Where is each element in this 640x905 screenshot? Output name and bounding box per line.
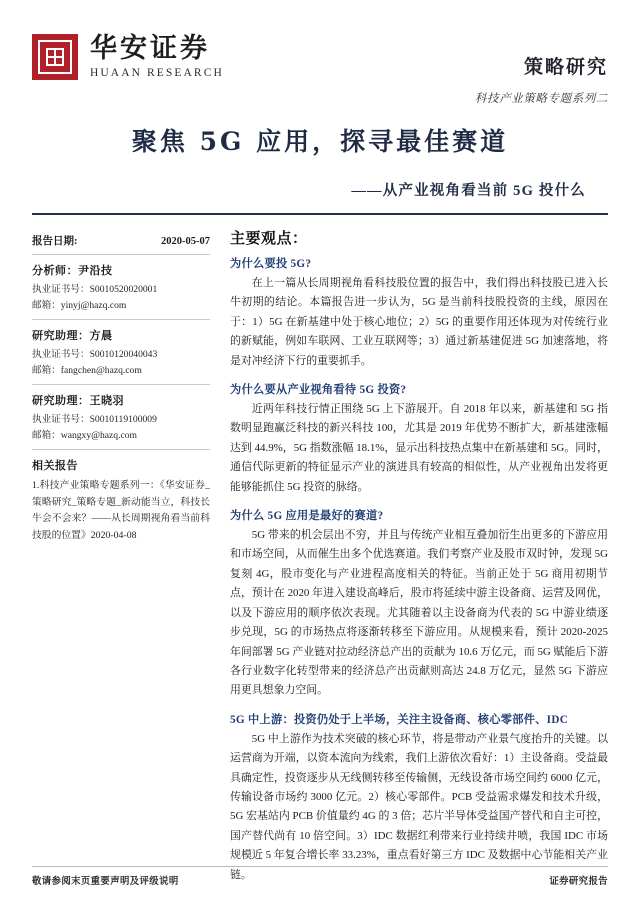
assistant-2-email-value[interactable]: wangxy@hazq.com — [60, 429, 138, 441]
section-body-industry-perspective: 近两年科技行情正围绕 5G 上下游展开。自 2018 年以来，新基建和 5G 指数明显跑赢泛科技的新兴科技 100，尤其是 2019 年优势不断扩大，新基建涨幅达到 44.9%，5G 指数涨幅 18.1%，显示出科技热点集中在新基建和 5G。同时，通信代际更新的特征显示产业的演进具有较高的相似性，从产业视角出发将更能够能抓住 5G 投资的脉络。 — [230, 403, 608, 493]
masthead-right — [475, 34, 608, 106]
sidebar-divider-2 — [32, 319, 210, 320]
footer-doc-type: 证券研究报告 — [549, 877, 608, 887]
analyst-email-label: 邮箱： — [32, 299, 61, 311]
brand-name-en: HUAAN RESEARCH — [90, 66, 224, 79]
assistant-1-email — [32, 363, 210, 379]
sidebar-divider-1 — [32, 254, 210, 255]
analyst-license-label: 执业证书号： — [32, 284, 90, 295]
related-report-item[interactable]: 1.科技产业策略专题系列一：《华安证券_策略研究_策略专题_新动能当立，科技长牛会不会来？——从长周期视角看当前科技股的位置》2020-04-08 — [32, 480, 210, 541]
brand-block — [32, 34, 224, 80]
assistant-2-email-label: 邮箱： — [32, 429, 61, 441]
assistant-1-license — [32, 347, 210, 363]
footer-disclaimer: 敬请参阅末页重要声明及评级说明 — [32, 877, 179, 887]
series-label: 科技产业策略专题系列二 — [474, 93, 608, 105]
assistant-2-license-label: 执业证书号： — [32, 414, 90, 426]
masthead — [32, 0, 608, 105]
report-date-label: 报告日期: — [32, 236, 78, 247]
section-heading-industry-perspective: 为什么要从产业视角看待 5G 投资? — [230, 384, 407, 397]
report-date-value: 2020-05-07 — [161, 236, 210, 247]
related-reports-heading: 相关报告 — [32, 460, 78, 473]
section-heading-best-track: 为什么 5G 应用是最好的赛道? — [230, 510, 384, 523]
footer-row — [32, 873, 608, 887]
analyst-license — [32, 282, 210, 298]
section-body-upstream: 5G 中上游作为技术突破的核心环节，将是带动产业景气度抬升的关键。以运营商为开端，以资本流向为线索，我们上游依次看好：1）主设备商。受益最具确定性，投资逐步从无线侧转移至传输侧，无线设备市场空间约 6000 亿元，传输设备市场约 3000 亿元。2）核心零部件。PCB 受益需求爆发和技术升级，5G 宏基站内 PCB 价值量约 4G 的 3 倍；芯片半导体受益国产替代和自主可控，国产替代尚有 10 倍空间。3）IDC 数据红利带来行业持续井喷，我国 IDC 市场规模近 5 年复合增长率 33.23%，重点看好第三方 IDC 及数据中心节能相关产业链。 — [230, 732, 608, 881]
assistant-2-email — [32, 428, 210, 444]
main-points-heading: 主要观点： — [230, 229, 308, 247]
assistant-2-license — [32, 412, 210, 428]
page-subtitle: ——从产业视角看当前 5G 投什么 — [351, 183, 586, 199]
assistant-1-name: 研究助理：方晨 — [32, 330, 113, 343]
analyst-email-value[interactable]: yinyj@hazq.com — [60, 299, 127, 311]
section-body-why-invest-5g: 在上一篇从长周期视角看科技股位置的报告中，我们得出科技股已进入长牛初期的结论。本篇报告进一步认为，5G 是当前科技股投资的主线，原因在于：1）5G 在新基建中处于核心地位；2）5G 的重要作用还体现为对传统行业的新赋能，例如车联网、工业互联网等；3）通过新基建促进 5G 加速落地，将是对冲经济下行的重要抓手。 — [230, 277, 608, 367]
assistant-1-block — [32, 327, 210, 378]
assistant-1-license-value: S0010120040043 — [89, 349, 158, 361]
sidebar-divider-4 — [32, 449, 210, 450]
content-columns — [32, 215, 608, 893]
assistant-2-block — [32, 392, 210, 443]
analyst-block — [32, 262, 210, 313]
title-block — [32, 96, 608, 200]
sidebar — [32, 227, 210, 893]
sidebar-divider-3 — [32, 384, 210, 385]
analyst-name: 分析师：尹沿技 — [32, 265, 113, 277]
section-body-best-track: 5G 带来的机会层出不穷，并且与传统产业相互叠加衍生出更多的下游应用和市场空间，从而催生出多个优选赛道。我们考察产业及股市双时钟，发现 5G 复刻 4G，股市变化与产业进程高度相关的特征。当前正处于 5G 商用初期节点，预计在 2020 年进入建设高峰后，股市将延续中游主设备商、运营及网优，以及下游应用的顺序依次表现。尤其随着以主设备商为代表的 5G 中游业绩逐步兑现，5G 的市场热点将逐渐转移至下游应用。从规模来看，预计 2020-2025 年间部署 5G 产业链对拉动经济总产出的贡献为 10.6 万亿元，而 5G 赋能后下游各行业数字化转型带来的经济总产出贡献则高达 24.8 万亿元，显然 5G 下游应用更具想象力空间。 — [230, 529, 608, 697]
page-title: 聚焦 5G 应用，探寻最佳赛道 — [131, 127, 509, 156]
analyst-email — [32, 298, 210, 314]
report-date-row — [32, 227, 210, 253]
assistant-1-license-label: 执业证书号： — [32, 349, 90, 361]
main-content — [230, 227, 608, 893]
brand-text — [90, 32, 224, 80]
analyst-license-value: S0010520020001 — [89, 284, 158, 295]
brand-name-cn: 华安证券 — [90, 32, 210, 64]
assistant-2-name: 研究助理：王晓羽 — [32, 395, 124, 408]
footer-divider — [32, 866, 608, 867]
assistant-1-email-label: 邮箱： — [32, 364, 61, 376]
assistant-2-license-value: S0010119100009 — [89, 414, 157, 426]
section-heading-upstream: 5G 中上游：投资仍处于上半场，关注主设备商、核心零部件、IDC — [230, 713, 569, 726]
assistant-1-email-value[interactable]: fangchen@hazq.com — [60, 364, 142, 376]
huaan-square-logo-icon — [32, 34, 78, 80]
section-heading-why-invest-5g: 为什么要投 5G? — [230, 258, 312, 270]
department-label: 策略研究 — [523, 56, 608, 78]
page-footer — [32, 866, 608, 887]
